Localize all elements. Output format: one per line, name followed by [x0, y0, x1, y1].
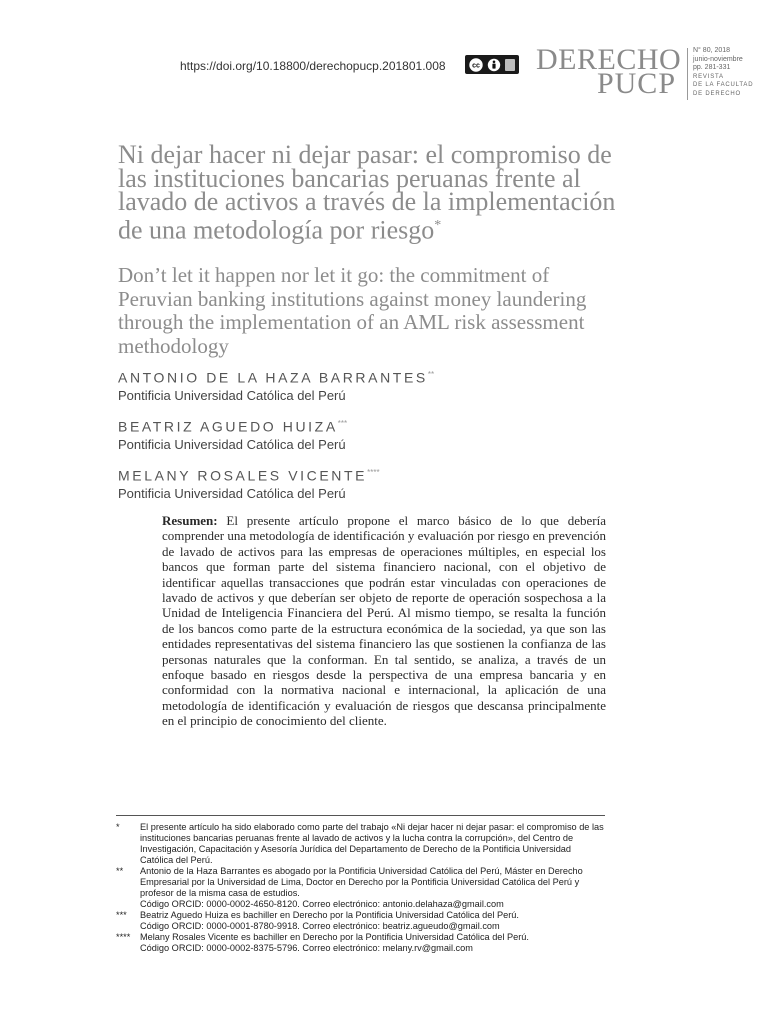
footnote-orcid-email: Código ORCID: 0000-0001-8780-9918. Correo electrónico: beatriz.agueudo@gmail.com [140, 921, 500, 931]
publisher-line-1: REVISTA [693, 73, 724, 80]
footnote-item [116, 866, 606, 910]
footnote-item [116, 910, 606, 932]
publisher-line-3: DE DERECHO [693, 90, 742, 97]
license-strip [505, 59, 515, 71]
footnote-divider [116, 815, 605, 816]
author-footnote-mark[interactable]: **** [367, 468, 380, 477]
footnote-text: Antonio de la Haza Barrantes es abogado por la Pontificia Universidad Católica del Perú, Máster en Derecho Empresarial por la Universidad de Lima, Doctor en Derecho por la Pontificia Universidad Católica del Perú y profesor de la misma casa de estudios. [140, 866, 583, 898]
footnote-mark: *** [116, 910, 127, 920]
article-title-english: Don’t let it happen nor let it go: the commitment of Peruvian banking institutions against money laundering through the implementation of an AML risk assessment methodology [118, 263, 587, 358]
abstract [162, 513, 606, 729]
abstract-text: El presente artículo propone el marco básico de lo que debería comprender una metodología de identificación y evaluación por riesgo en prevención de lavado de activos para las empresas de operaciones múltiples, en especial los bancos que forman parte del sistema financiero nacional, con el objetivo de identificar aquellas transacciones que podrán estar vinculadas con operaciones de lavado de activos y que deberían ser objeto de reporte de operación sospechosa a la Unidad de Inteligencia Financiera del Perú. Al mismo tiempo, se resalta la función de los bancos como parte de la estructura económica de la sociedad, ya que son las entidades representativas del sistema financiero las que sostienen la confianza de las personas naturales que la conforman. En tal sentido, se analiza, a través de un enfoque basado en riesgos desde la perspectiva de una empresa bancaria y en conformidad con la normativa nacional e internacional, la aplicación de una metodología de identificación y evaluación de riesgos que descansa principalmente en el principio de conocimiento del cliente. [162, 513, 606, 729]
author-affiliation: Pontificia Universidad Católica del Perú [118, 485, 346, 501]
abstract-label: Resumen: [162, 513, 218, 528]
author-affiliation: Pontificia Universidad Católica del Perú [118, 436, 346, 452]
by-attribution-icon [487, 58, 501, 72]
footnote-item [116, 822, 606, 866]
publisher-line-2: DE LA FACULTAD [693, 82, 754, 88]
footnote-item [116, 932, 606, 954]
footnote-orcid-email: Código ORCID: 0000-0002-4650-8120. Correo electrónico: antonio.delahaza@gmail.com [140, 899, 504, 909]
journal-name-line1: DERECHO [536, 43, 682, 76]
svg-text:cc: cc [472, 62, 480, 70]
footnotes [116, 822, 606, 954]
journal-logo [536, 43, 682, 100]
author-2 [118, 415, 638, 454]
author-3 [118, 464, 638, 503]
issue-pages: pp. 281-331 [693, 64, 731, 71]
author-affiliation: Pontificia Universidad Católica del Perú [118, 387, 346, 403]
cc-icon [469, 58, 483, 72]
article-title-spanish [118, 140, 618, 245]
author-name: ANTONIO DE LA HAZA BARRANTES [118, 369, 428, 386]
issue-number: N° 80, 2018 [693, 47, 731, 54]
footnote-mark: **** [116, 932, 131, 942]
footnote-text: Melany Rosales Vicente es bachiller en Derecho por la Pontificia Universidad Católica del Perú. [140, 932, 529, 942]
footnote-orcid-email: Código ORCID: 0000-0002-8375-5796. Correo electrónico: melany.rv@gmail.com [140, 943, 473, 953]
title-es-text: Ni dejar hacer ni dejar pasar: el compromiso de las instituciones bancarias peruanas frente al lavado de activos a través de la implementación de una metodología por riesgo [118, 140, 616, 245]
issue-info [693, 47, 763, 98]
doi-link[interactable]: https://doi.org/10.18800/derechopucp.201801.008 [180, 59, 446, 73]
footnote-text: El presente artículo ha sido elaborado como parte del trabajo «Ni dejar hacer ni dejar pasar: el compromiso de las instituciones bancarias peruanas frente al lavado de activos y la lucha contra la corrupción», del Centro de Investigación, Capacitación y Asesoría Jurídica del Departamento de Derecho de la Pontificia Universidad Católica del Perú. [140, 822, 604, 865]
author-name: BEATRIZ AGUEDO HUIZA [118, 418, 338, 435]
logo-divider [687, 48, 688, 100]
author-footnote-mark[interactable]: *** [337, 419, 348, 428]
journal-name-line2: PUCP [596, 67, 676, 100]
footnote-mark: * [116, 822, 120, 832]
author-footnote-mark[interactable]: ** [427, 370, 435, 379]
title-footnote-mark[interactable]: * [434, 217, 442, 233]
cc-by-license-badge[interactable] [465, 55, 519, 74]
footnote-mark: ** [116, 866, 124, 876]
author-name: MELANY ROSALES VICENTE [118, 467, 368, 484]
footnote-text: Beatriz Aguedo Huiza es bachiller en Derecho por la Pontificia Universidad Católica del Perú. [140, 910, 519, 920]
issue-period: junio-noviembre [693, 55, 743, 63]
author-1 [118, 366, 638, 405]
